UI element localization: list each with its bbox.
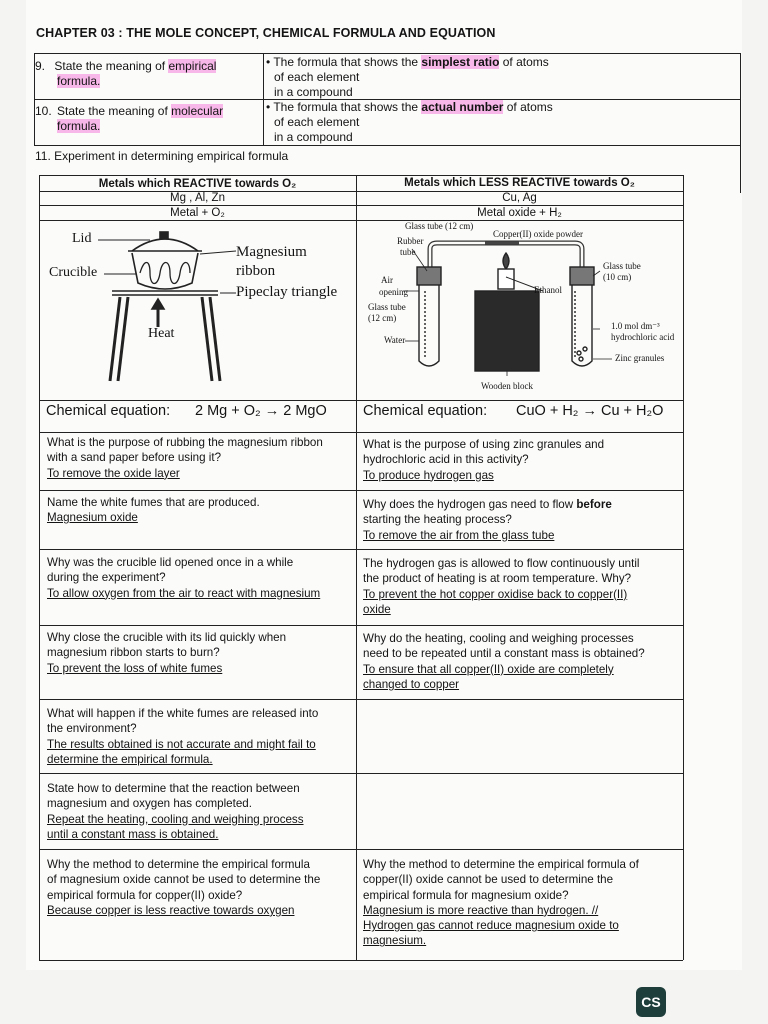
row-6-left-answer-2: until a constant mass is obtained. — [47, 827, 219, 841]
glass-tube-12-side-label — [368, 302, 406, 324]
right-equation: CuO + H₂ → Cu + H₂O — [516, 403, 664, 419]
left-equation: 2 Mg + O₂ → 2 MgO — [195, 403, 327, 419]
magnesium-label: Magnesium — [236, 244, 307, 260]
row-5-left — [47, 706, 355, 767]
row-4-right-answer-1: To ensure that all copper(II) oxide are completely — [363, 662, 614, 676]
glass-tube-label: Glass tube — [368, 302, 406, 312]
row-7-right-q3: empirical formula for magnesium oxide? — [363, 888, 569, 902]
row-7-right-q1: Why the method to determine the empirical formula of — [363, 858, 639, 871]
hcl-name: hydrochloric acid — [611, 332, 675, 342]
row-1-right-answer: To produce hydrogen gas — [363, 468, 494, 482]
a9-text: • The formula that shows the — [266, 55, 422, 69]
left-reaction: Metal + O₂ — [170, 207, 225, 219]
a10-line-2: of each element — [274, 115, 360, 129]
row-1-right-q1: What is the purpose of using zinc granules and — [363, 438, 605, 451]
row-1-left-q2: with a sand paper before using it? — [47, 451, 222, 465]
row-7-right-answer-2: Hydrogen gas cannot reduce magnesium oxide to — [363, 919, 619, 933]
crucible-diagram — [40, 221, 355, 399]
row-4-right — [363, 631, 681, 692]
rule — [39, 625, 683, 626]
pipeclay-triangle-label: Pipeclay triangle — [236, 284, 338, 300]
stopper-right — [570, 267, 594, 285]
rule — [39, 549, 683, 550]
row-1-left-q1: What is the purpose of rubbing the magnesium ribbon — [47, 436, 323, 449]
rule — [740, 53, 741, 193]
a9-line-2: of each element — [274, 70, 360, 84]
glass-tube-10-label — [603, 261, 641, 283]
row-7-right-answer-3: magnesium. — [363, 934, 427, 948]
right-equation-label: Chemical equation: — [363, 403, 488, 419]
left-metals: Mg , Al, Zn — [170, 192, 225, 204]
row-3-right-q1: The hydrogen gas is allowed to flow continuously until — [363, 557, 640, 570]
row-7-left-q1: Why the method to determine the empirical formula — [47, 858, 310, 871]
row-4-left-answer: To prevent the loss of white fumes — [47, 661, 223, 675]
a10-text-end: of atoms — [503, 100, 553, 114]
row-2-right — [363, 497, 681, 543]
a9-line-3: in a compound — [274, 85, 353, 99]
row-7-left — [47, 857, 355, 918]
row-3-right-q2: the product of heating is at room temperature. Why? — [363, 572, 632, 586]
air-opening-label — [379, 274, 408, 298]
stopper-left — [417, 267, 441, 285]
q9-highlight: empirical — [168, 59, 217, 73]
rubber-tube-label — [397, 236, 424, 258]
wooden-block — [475, 291, 539, 371]
ethanol-label: Ethanol — [534, 285, 562, 295]
right-reaction: Metal oxide + H₂ — [477, 207, 562, 219]
rule — [39, 773, 683, 774]
magnesium-ribbon-label — [236, 243, 307, 281]
q10-text: State the meaning of — [57, 104, 172, 118]
right-column-header: Metals which LESS REACTIVE towards O₂ — [404, 177, 635, 189]
row-7-right-q2: copper(II) oxide cannot be used to determine the — [363, 873, 614, 887]
row-6-left-q2: magnesium and oxygen has completed. — [47, 797, 252, 811]
row-1-left-answer: To remove the oxide layer — [47, 466, 180, 480]
row-5-left-q1: What will happen if the white fumes are released into — [47, 707, 319, 720]
glass-tube-10-line2: (10 cm) — [603, 272, 632, 282]
row-5-left-answer-1: The results obtained is not accurate and might fail to — [47, 737, 316, 751]
hcl-label — [611, 321, 674, 343]
row-7-right-answer-1: Magnesium is more reactive than hydrogen. // — [363, 903, 599, 917]
lid-label: Lid — [72, 231, 92, 246]
rule — [39, 432, 683, 433]
row-2-left-q1: Name the white fumes that are produced. — [47, 496, 260, 509]
row-1-right — [363, 437, 681, 483]
row-3-right — [363, 556, 681, 617]
rule — [39, 490, 683, 491]
camscanner-logo: CS — [636, 987, 666, 1017]
rule — [34, 145, 740, 146]
row-3-right-answer-1: To prevent the hot copper oxidise back to copper(II) — [363, 587, 628, 601]
row-6-left — [47, 781, 355, 842]
zinc-granules-label: Zinc granules — [615, 353, 665, 363]
row-3-right-answer-2: oxide — [363, 602, 391, 616]
q9-number: 9. — [35, 59, 46, 73]
q9-text: State the meaning of — [54, 59, 169, 73]
water-label: Water — [384, 335, 406, 345]
row-2-right-bold: before — [576, 498, 612, 511]
a10-text: • The formula that shows the — [266, 100, 422, 114]
q10-highlight-2: formula. — [57, 119, 101, 133]
row-3-left-answer: To allow oxygen from the air to react with magnesium — [47, 586, 321, 600]
row-5-left-q2: the environment? — [47, 722, 137, 736]
rule — [39, 400, 683, 401]
q10-number: 10. — [35, 104, 52, 118]
row-7-right — [363, 857, 681, 949]
heat-label: Heat — [148, 326, 175, 341]
row-2-right-q2: starting the heating process? — [363, 513, 512, 527]
row-2-right-q1: Why does the hydrogen gas need to flow — [363, 498, 577, 511]
glass-tube-10-line1: Glass tube — [603, 261, 641, 271]
left-column-header: Metals which REACTIVE towards O₂ — [98, 178, 297, 190]
row-7-left-answer: Because copper is less reactive towards oxygen — [47, 903, 295, 917]
rule — [263, 53, 264, 145]
q10-highlight: molecular — [171, 104, 224, 118]
row-3-left-q1: Why was the crucible lid opened once in a while — [47, 556, 294, 569]
rule — [39, 699, 683, 700]
lid-shape — [132, 239, 198, 251]
row-6-left-q1: State how to determine that the reaction between — [47, 782, 300, 795]
rule — [34, 53, 740, 54]
question-9 — [35, 59, 216, 89]
crucible-label: Crucible — [49, 265, 98, 280]
question-10 — [35, 104, 223, 134]
opening-label: opening — [379, 287, 408, 297]
row-2-right-answer: To remove the air from the glass tube — [363, 528, 555, 542]
ribbon-label: ribbon — [236, 263, 276, 279]
air-label: Air — [381, 275, 393, 285]
row-4-left — [47, 630, 355, 676]
row-4-left-q1: Why close the crucible with its lid quickly when — [47, 631, 287, 644]
row-6-left-answer-1: Repeat the heating, cooling and weighing process — [47, 812, 304, 826]
row-1-left — [47, 435, 355, 481]
glass-tube-12-label: Glass tube (12 cm) — [405, 221, 474, 231]
page-title: CHAPTER 03 : THE MOLE CONCEPT, CHEMICAL FORMULA AND EQUATION — [36, 26, 496, 40]
row-2-left — [47, 495, 355, 526]
row-4-right-q2: need to be repeated until a constant mass is obtained? — [363, 647, 645, 661]
row-4-right-answer-2: changed to copper — [363, 677, 460, 691]
hcl-concentration: 1.0 mol dm⁻³ — [611, 321, 660, 331]
experiment-heading: 11. Experiment in determining empirical formula — [35, 149, 289, 163]
a9-text-end: of atoms — [499, 55, 549, 69]
tube-label: tube — [400, 247, 416, 257]
row-4-left-q2: magnesium ribbon starts to burn? — [47, 646, 220, 660]
a10-line-3: in a compound — [274, 130, 353, 144]
row-5-left-answer-2: determine the empirical formula. — [47, 752, 213, 766]
row-1-right-q2: hydrochloric acid in this activity? — [363, 453, 529, 467]
a10-keyword: actual number — [421, 100, 504, 114]
rubber-label: Rubber — [397, 236, 424, 246]
crucible-shape — [132, 253, 198, 289]
q9-highlight-2: formula. — [57, 74, 101, 88]
a9-keyword: simplest ratio — [421, 55, 500, 69]
row-7-left-q2: of magnesium oxide cannot be used to determine the — [47, 873, 321, 887]
row-2-left-answer: Magnesium oxide — [47, 511, 138, 525]
row-3-left-q2: during the experiment? — [47, 571, 166, 585]
magnesium-coil — [140, 263, 190, 284]
right-metals: Cu, Ag — [502, 192, 537, 204]
row-4-right-q1: Why do the heating, cooling and weighing processes — [363, 632, 634, 645]
rule — [683, 175, 684, 960]
wooden-block-label: Wooden block — [481, 381, 534, 391]
glass-tube-size-label: (12 cm) — [368, 313, 397, 323]
rule — [39, 960, 683, 961]
rule — [39, 849, 683, 850]
answer-10 — [266, 100, 553, 145]
answer-9 — [266, 55, 549, 100]
row-7-left-q3: empirical formula for copper(II) oxide? — [47, 888, 243, 902]
copper-oxide-label: Copper(II) oxide powder — [493, 229, 583, 239]
row-3-left — [47, 555, 355, 601]
left-equation-label: Chemical equation: — [46, 403, 171, 419]
